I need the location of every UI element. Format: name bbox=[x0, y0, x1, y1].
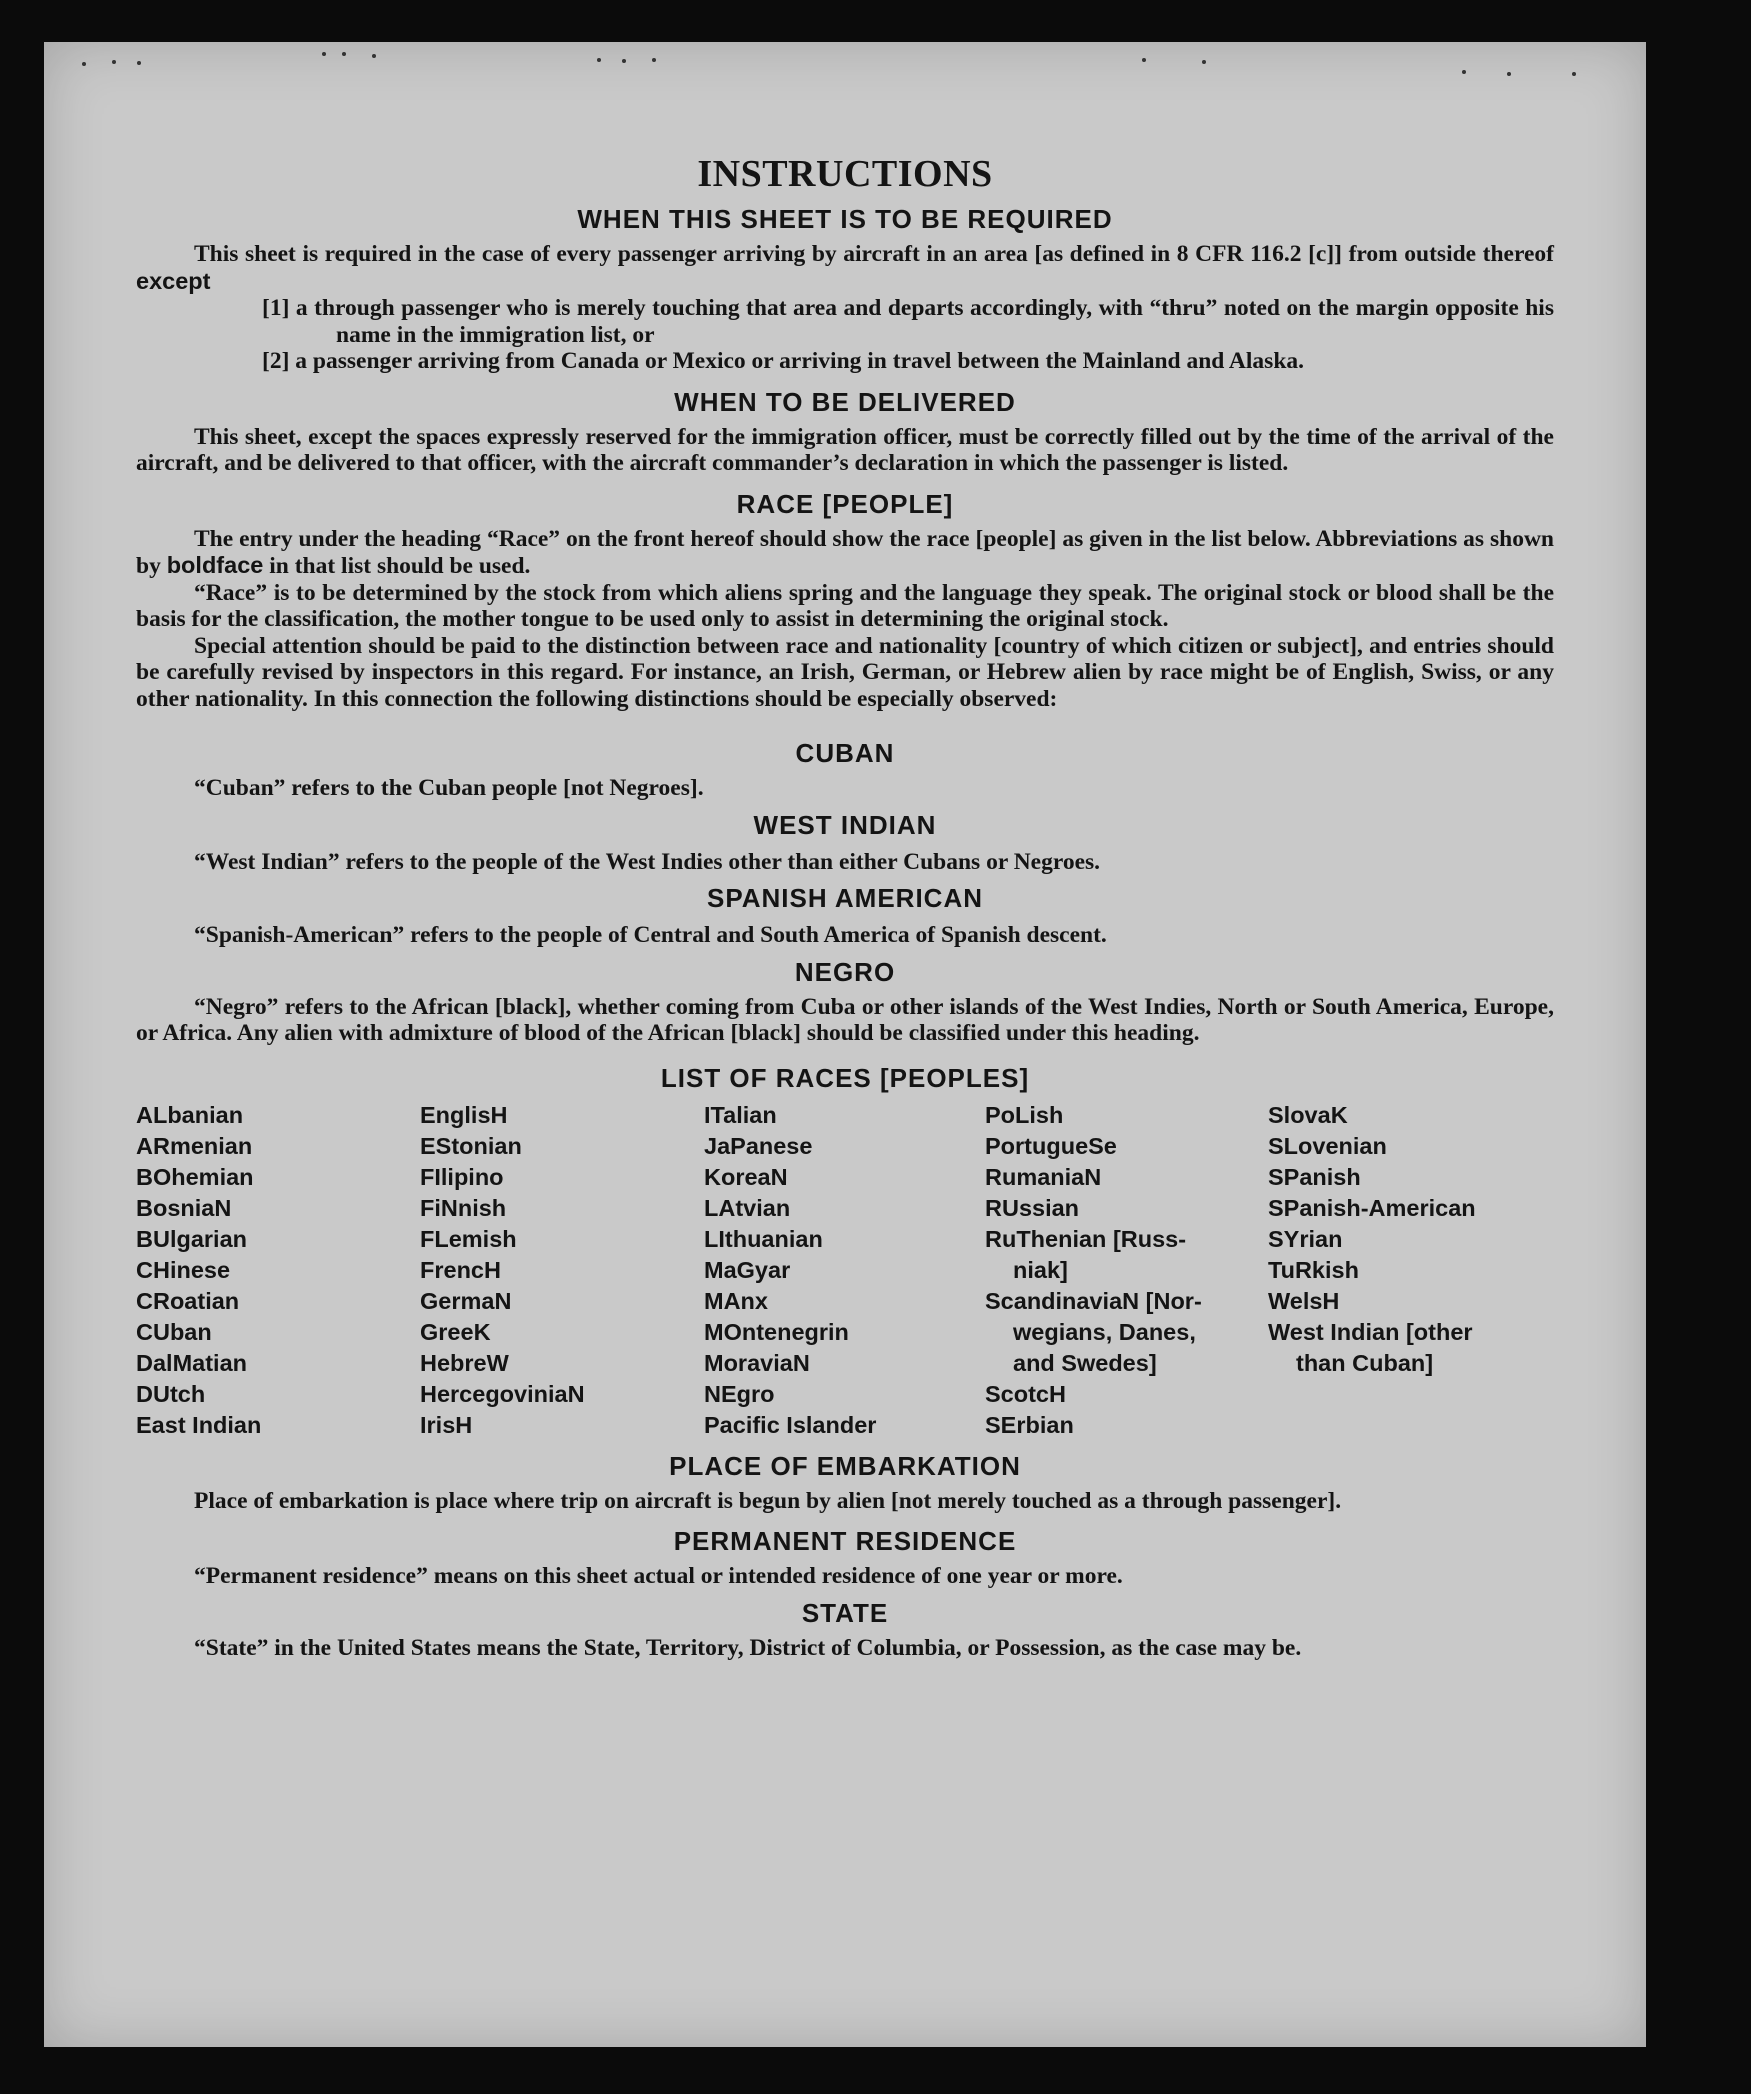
races-column-4 bbox=[985, 1100, 1268, 1441]
race-entry: TuRkish bbox=[1268, 1256, 1359, 1283]
race-entry: SlovaK bbox=[1268, 1101, 1348, 1128]
races-column-3 bbox=[704, 1100, 985, 1441]
scan-specks bbox=[44, 42, 1646, 102]
west-indian-text: “West Indian” refers to the people of the West Indies other than either Cubans or Negroes. bbox=[194, 848, 1101, 875]
race-entry: DUtch bbox=[136, 1380, 206, 1407]
instructions-content bbox=[136, 152, 1554, 1661]
heading-required: WHEN THIS SHEET IS TO BE REQUIRED bbox=[577, 204, 1113, 234]
race-entry: WelsH bbox=[1268, 1287, 1340, 1314]
races-column-5 bbox=[1268, 1100, 1554, 1441]
race-entry: BosniaN bbox=[136, 1194, 232, 1221]
heading-delivered: WHEN TO BE DELIVERED bbox=[674, 386, 1016, 417]
heading-race: RACE [PEOPLE] bbox=[736, 488, 954, 519]
heading-west-indian: WEST INDIAN bbox=[753, 809, 937, 840]
delivered-text: This sheet, except the spaces expressly reserved for the immigration officer, must be correctly filled out by the time of the arrival of the aircraft, and be delivered to that officer, with the aircraft commander’s declaration in which the passenger is listed. bbox=[136, 423, 1554, 476]
race-entry: SErbian bbox=[985, 1411, 1074, 1438]
race-entry-continuation: niak] bbox=[1013, 1256, 1068, 1283]
race-entry: ALbanian bbox=[136, 1101, 244, 1128]
race-entry: HercegoviniaN bbox=[420, 1380, 585, 1407]
race-entry: LAtvian bbox=[704, 1194, 791, 1221]
race-entry: RuThenian [Russ- bbox=[985, 1225, 1187, 1252]
race-entry: PoLish bbox=[985, 1101, 1064, 1128]
heading-state: STATE bbox=[801, 1597, 889, 1628]
except-word: except bbox=[136, 267, 211, 294]
race-entry: FiNnish bbox=[420, 1194, 507, 1221]
race-entry-continuation: wegians, Danes, bbox=[1013, 1318, 1196, 1345]
race-entry: LIthuanian bbox=[704, 1225, 823, 1252]
race-entry: East Indian bbox=[136, 1411, 262, 1438]
required-item-2: [2] a passenger arriving from Canada or Mexico or arriving in travel between the Mainland and Alaska. bbox=[262, 348, 1305, 374]
heading-list-of-races: LIST OF RACES [PEOPLES] bbox=[660, 1062, 1030, 1093]
cuban-text: “Cuban” refers to the Cuban people [not Negroes]. bbox=[194, 775, 704, 801]
race-entry: BOhemian bbox=[136, 1163, 254, 1190]
race-entry: PortugueSe bbox=[985, 1132, 1117, 1159]
race-entry: ScandinaviaN [Nor- bbox=[985, 1287, 1202, 1314]
race-entry: MOntenegrin bbox=[704, 1318, 849, 1345]
race-entry: West Indian [other bbox=[1268, 1318, 1473, 1345]
race-entry-continuation: and Swedes] bbox=[1013, 1349, 1157, 1376]
race-entry: RumaniaN bbox=[985, 1163, 1102, 1190]
race-entry-continuation: than Cuban] bbox=[1296, 1349, 1434, 1376]
race-entry: FIlipino bbox=[420, 1163, 504, 1190]
races-table bbox=[136, 1100, 1554, 1441]
race-entry: CUban bbox=[136, 1318, 212, 1345]
page-title: INSTRUCTIONS bbox=[697, 153, 993, 195]
races-column-2 bbox=[420, 1100, 704, 1441]
race-entry: ARmenian bbox=[136, 1132, 253, 1159]
race-entry: SPanish-American bbox=[1268, 1194, 1476, 1221]
heading-spanish-american: SPANISH AMERICAN bbox=[706, 883, 983, 913]
races-column-1 bbox=[136, 1100, 420, 1441]
race-entry: MoraviaN bbox=[704, 1349, 810, 1376]
race-entry: FLemish bbox=[420, 1225, 517, 1252]
race-entry: ScotcH bbox=[985, 1380, 1066, 1407]
race-entry: SPanish bbox=[1268, 1163, 1361, 1190]
race-entry: SLovenian bbox=[1268, 1132, 1387, 1159]
required-item-1: [1] a through passenger who is merely touching that area and departs accordingly, with “thru” noted on the margin opposite his name in the immigration list, or bbox=[262, 295, 1554, 348]
heading-embarkation: PLACE OF EMBARKATION bbox=[669, 1450, 1021, 1481]
race-entry: KoreaN bbox=[704, 1163, 788, 1190]
race-entry: NEgro bbox=[704, 1380, 775, 1407]
race-entry: DalMatian bbox=[136, 1349, 247, 1376]
heading-residence: PERMANENT RESIDENCE bbox=[673, 1526, 1017, 1556]
race-entry: GermaN bbox=[420, 1287, 512, 1314]
race-entry: CHinese bbox=[136, 1256, 231, 1283]
required-intro: This sheet is required in the case of every passenger arriving by aircraft in an area [as defined in 8 CFR 116.2 [c]] from outside thereof except bbox=[136, 241, 1554, 294]
race-entry: EnglisH bbox=[420, 1101, 508, 1128]
race-entry: SYrian bbox=[1268, 1225, 1343, 1252]
race-entry: MaGyar bbox=[704, 1256, 791, 1283]
heading-cuban: CUBAN bbox=[795, 738, 895, 768]
race-entry: IrisH bbox=[420, 1411, 473, 1438]
embarkation-text: Place of embarkation is place where trip on aircraft is begun by alien [not merely touched as a through passenger]. bbox=[194, 1487, 1342, 1514]
spanish-american-text: “Spanish-American” refers to the people of Central and South America of Spanish descent. bbox=[194, 922, 1107, 948]
race-entry: FrencH bbox=[420, 1256, 501, 1283]
race-entry: CRoatian bbox=[136, 1287, 240, 1314]
document-sheet bbox=[44, 42, 1646, 2047]
race-entry: ITalian bbox=[704, 1101, 777, 1128]
race-entry: JaPanese bbox=[704, 1132, 813, 1159]
state-text: “State” in the United States means the State, Territory, District of Columbia, or Possession, as the case may be. bbox=[194, 1634, 1302, 1661]
race-entry: MAnx bbox=[704, 1287, 768, 1314]
race-entry: GreeK bbox=[420, 1318, 491, 1345]
negro-text: “Negro” refers to the African [black], whether coming from Cuba or other islands of the West Indies, North or South America, Europe, or Africa. Any alien with admixture of blood of the African [black] should be classified under this heading. bbox=[136, 993, 1554, 1046]
race-paragraph-3: Special attention should be paid to the distinction between race and nationality [country of which citizen or subject], and entries should be carefully revised by inspectors in this regard. For instance, an Irish, German, or Hebrew alien by race might be of English, Swiss, or any other nationality. In this connection the following distinctions should be especially observed: bbox=[136, 632, 1554, 712]
heading-negro: NEGRO bbox=[794, 956, 896, 987]
race-entry: EStonian bbox=[420, 1132, 522, 1159]
race-paragraph-2: “Race” is to be determined by the stock from which aliens spring and the language they speak. The original stock or blood shall be the basis for the classification, the mother tongue to be used only to assist in determining the original stock. bbox=[136, 579, 1554, 632]
boldface-word: boldface bbox=[166, 552, 264, 578]
race-paragraph-1: The entry under the heading “Race” on the front hereof should show the race [people] as given in the list below. Abbreviations as shown by boldface in that list should be used. bbox=[136, 525, 1554, 579]
race-entry: BUlgarian bbox=[136, 1225, 247, 1252]
race-entry: HebreW bbox=[420, 1349, 509, 1376]
residence-text: “Permanent residence” means on this sheet actual or intended residence of one year or more. bbox=[194, 1563, 1123, 1589]
race-entry: Pacific Islander bbox=[704, 1411, 877, 1438]
race-entry: RUssian bbox=[985, 1194, 1080, 1221]
